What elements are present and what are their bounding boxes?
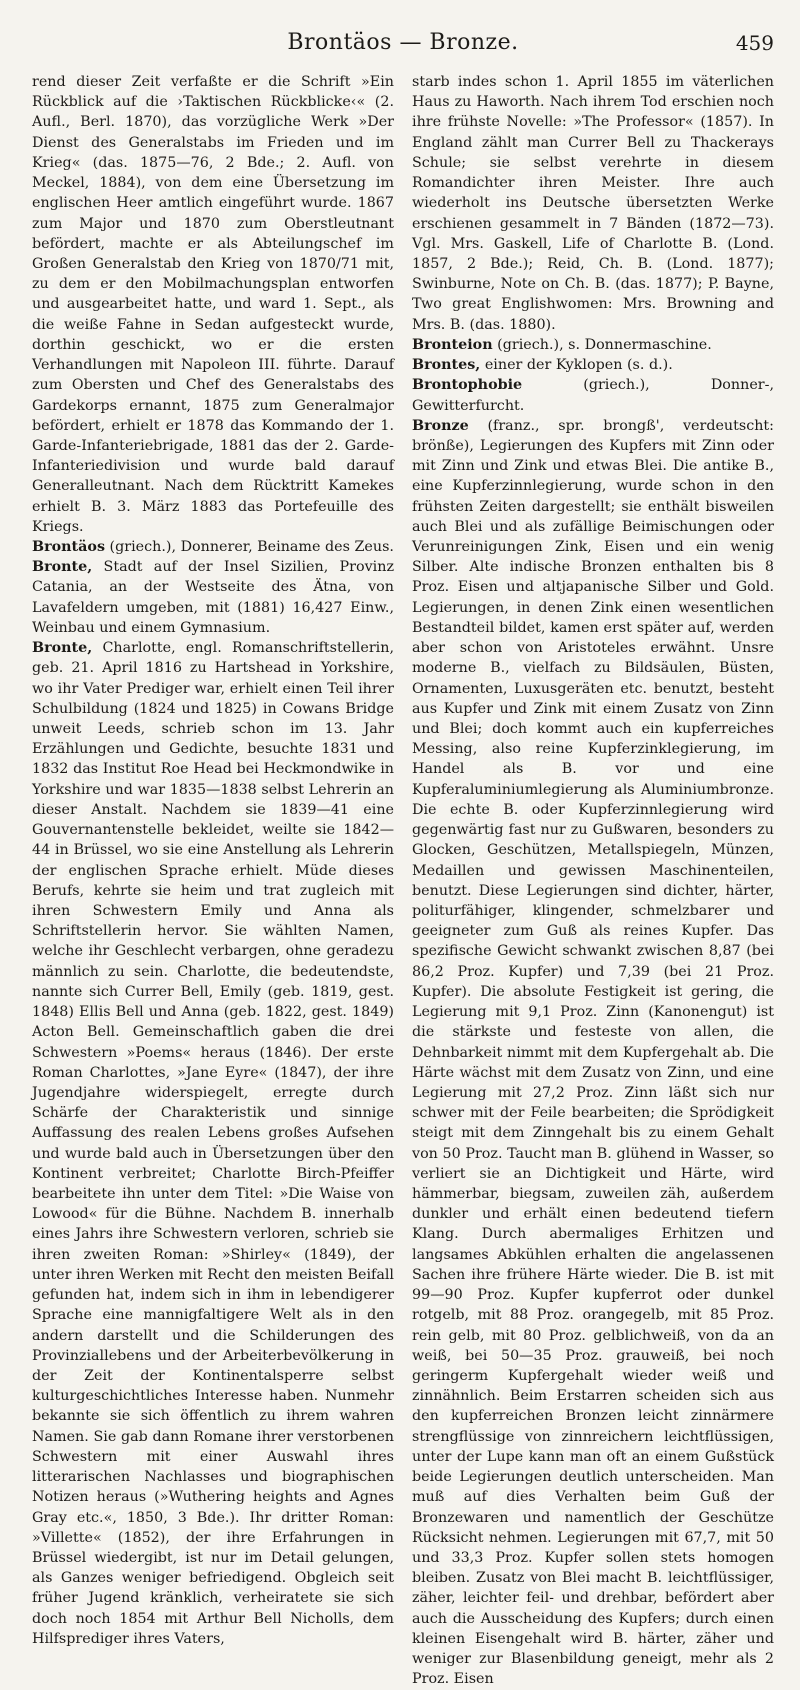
entry-bronteion bbox=[412, 335, 774, 355]
entry-headword: Brontäos bbox=[32, 539, 105, 556]
right-column bbox=[412, 72, 774, 1688]
entry-bronze bbox=[412, 416, 774, 1690]
entry-text: engl. Romanschriftstellerin, geb. 21. April 1816 zu Hartshead in Yorkshire, wo ihr Vater Prediger war, erhielt einen Teil ihrer Schulbildung (1824 und 1825) in Cowans Bridge unweit Leeds, schrieb schon im 13. Jahr Erzählungen und Gedichte, besuchte 1831 und 1832 das Institut Roe Head bei Heckmondwike in Yorkshire und war 1835—1838 selbst Lehrerin an dieser Anstalt. Nachdem sie 1839—41 eine Gouvernantenstelle bekleidet, weilte sie 1842—44 in Brüssel, wo sie eine Anstellung als Lehrerin der englischen Sprache erhielt. Müde dieses Berufs, kehrte sie heim und trat zugleich mit ihren Schwestern Emily und Anna als Schriftstellerin hervor. Sie wählten Namen, welche ihr Geschlecht verbargen, ohne geradezu männlich zu sein. Charlotte, die bedeutendste, nannte sich Currer Bell, Emily (geb. 1819, gest. 1848) Ellis Bell und Anna (geb. 1822, gest. 1849) Acton Bell. Gemeinschaftlich gaben die drei Schwestern »Poems« heraus (1846). Der erste Roman Charlottes, »Jane Eyre« (1847), der ihre Jugendjahre widerspiegelt, erregte durch Schärfe der Charakteristik und sinnige Auffassung des realen Lebens großes Aufsehen und wurde bald auch in Übersetzungen über den Kontinent verbreitet; Charlotte Birch-Pfeiffer bearbeitete ihn unter dem Titel: »Die Waise von Lowood« für die Bühne. Nachdem B. innerhalb eines Jahrs ihre Schwestern verloren, schrieb sie ihren zweiten Roman: »Shirley« (1849), der unter ihren Werken mit Recht den meisten Beifall gefunden hat, indem sich in ihm in lebendigerer Sprache eine mannigfaltigere Welt als in den andern darstellt und die Schilderungen des Provinziallebens und der Arbeiterbevölkerung in der Zeit der Kontinentalsperre selbst kulturgeschichtliches Interesse haben. Nunmehr bekannte sie sich öffentlich zu ihrem wahren Namen. Sie gab dann Romane ihrer verstorbenen Schwestern mit einer Auswahl ihres litterarischen Nachlasses und biographischen Notizen heraus (»Wuthering heights and Agnes Gray etc.«, 1850, 3 Bde.). Ihr dritter Roman: »Villette« (1852), der ihre Erfahrungen in Brüssel wiedergibt, ist nur im Detail gelungen, als Ganzes weniger befriedigend. Obgleich seit früher Jugend kränklich, verheiratete sie sich doch noch 1854 mit Arthur Bell Nicholls, dem Hilfsprediger ihres Vaters, bbox=[32, 640, 394, 1647]
entry-text: (griech.), Donner-, Gewitterfurcht. bbox=[412, 377, 774, 414]
entry-headword: Bronze bbox=[412, 417, 469, 434]
entry-headword: Bronte, bbox=[32, 640, 93, 657]
column-divider bbox=[401, 72, 402, 1262]
entry-text: einer der Kyklopen (s. d.). bbox=[480, 357, 673, 374]
entry-bronte-town bbox=[32, 557, 394, 638]
entry-text: (griech.), Donnerer, Beiname des Zeus. bbox=[105, 539, 394, 556]
page-number: 459 bbox=[735, 31, 774, 55]
entry-person-name: Charlotte, bbox=[92, 640, 176, 657]
entry-headword: Bronteion bbox=[412, 336, 493, 353]
paragraph-charlotte-continued: starb indes schon 1. April 1855 im väterlichen Haus zu Haworth. Nach ihrem Tod erschien noch ihre frühste Novelle: »The Professor« (1857). In England zählt man Currer Bell zu Thackerays Schule; sie selbst verehrte in diesem Romandichter ihren Meister. Ihre auch wiederholt ins Deutsche übersetzten Werke erschienen gesammelt in 7 Bänden (1872—73). Vgl. Mrs. Gaskell, Life of Charlotte B. (Lond. 1857, 2 Bde.); Reid, Ch. B. (Lond. 1877); Swinburne, Note on Ch. B. (das. 1877); P. Bayne, Two great Englishwomen: Mrs. Browning and Mrs. B. (das. 1880). bbox=[412, 74, 774, 333]
entry-brontes bbox=[412, 355, 774, 375]
running-title: Brontäos — Bronze. bbox=[287, 30, 519, 55]
page-header bbox=[32, 20, 774, 64]
entry-brontophobie bbox=[412, 375, 774, 415]
entry-text: Stadt auf der Insel Sizilien, Provinz Catania, an der Westseite des Ätna, von Lavafeldern umgeben, mit (1881) 16,427 Einw., Weinbau und einem Gymnasium. bbox=[32, 559, 394, 636]
entry-headword: Brontes, bbox=[412, 357, 481, 374]
entry-text: (griech.), s. Donnermaschine. bbox=[492, 336, 712, 353]
paragraph-intro: rend dieser Zeit verfaßte er die Schrift »Ein Rückblick auf die ›Taktischen Rückblicke‹« (2. Aufl., Berl. 1870), das vorzügliche Werk »Der Dienst des Generalstabs im Frieden und im Krieg« (das. 1875—76, 2 Bde.; 2. Aufl. von Meckel, 1884), von dem eine Übersetzung im englischen Heer amtlich eingeführt wurde. 1867 zum Major und 1870 zum Oberstleutnant befördert, machte er als Abteilungschef im Großen Generalstab den Krieg von 1870/71 mit, zu dem er den Mobilmachungsplan entworfen und ausgearbeitet hatte, und ward 1. Sept., als die weiße Fahne in Sedan aufgesteckt wurde, dorthin geschickt, wo er die ersten Verhandlungen mit Napoleon III. führte. Darauf zum Obersten und Chef des Generalstabs des Gardekorps ernannt, 1875 zum Generalmajor befördert, erhielt er 1878 das Kommando der 1. Garde-Infanteriebrigade, 1881 das der 2. Garde-Infanteriedivision und wurde bald darauf Generalleutnant. Nach dem Rücktritt Kamekes erhielt B. 3. März 1883 das Portefeuille des Kriegs. bbox=[32, 74, 394, 535]
entry-bronte-charlotte bbox=[32, 638, 394, 1649]
entry-headword: Bronte, bbox=[32, 559, 93, 576]
entry-text: Legierungen des Kupfers mit Zinn oder mit Zinn und Zink und etwas Blei. Die antike B., eine Kupferzinnlegierung, wurde schon in den frühsten Zeiten dargestellt; sie enthält bisweilen auch Blei und als zufällige Beimischungen oder Verunreinigungen Zink, Eisen und ein wenig Silber. Alte indische Bronzen enthalten bis 8 Proz. Eisen und altjapanische Silber und Gold. Legierungen, in denen Zink einen wesentlichen Bestandteil bildet, kamen erst später auf, werden aber schon von Aristoteles erwähnt. Unsre moderne B., vielfach zu Bildsäulen, Büsten, Ornamenten, Luxusgeräten etc. benutzt, besteht aus Kupfer und Zink mit einem Zusatz von Zinn und Blei; doch kommt auch ein kupferreiches Messing, also reine Kupferzinklegierung, im Handel als B. vor und eine Kupferaluminiumlegierung als Aluminiumbronze. Die echte B. oder Kupferzinnlegierung wird gegenwärtig fast nur zu Gußwaren, besonders zu Glocken, Geschützen, Metallspiegeln, Münzen, Medaillen und gewissen Maschinenteilen, benutzt. Diese Legierungen sind dichter, härter, politurfähiger, klingender, schmelzbarer und geeigneter zum Guß als reines Kupfer. Das spezifische Gewicht schwankt zwischen 8,87 (bei 86,2 Proz. Kupfer) und 7,39 (bei 21 Proz. Kupfer). Die absolute Festigkeit ist gering, die Legierung mit 9,1 Proz. Zinn (Kanonengut) ist die stärkste und festeste von allen, die Dehnbarkeit nimmt mit dem Kupfergehalt ab. Die Härte wächst mit dem Zusatz von Zinn, und eine Legierung mit 27,2 Proz. Zinn läßt sich nur schwer mit der Feile bearbeiten; die Sprödigkeit steigt mit dem Zinngehalt bis zu einem Gehalt von 50 Proz. Taucht man B. glühend in Wasser, so verliert sie an Dichtigkeit und Härte, wird hämmerbar, biegsam, zuweilen zäh, außerdem dunkler und erhält einen bedeutend tiefern Klang. Durch abermaliges Erhitzen und langsames Abkühlen erhalten die angelassenen Sachen ihre frühere Härte wieder. Die B. ist mit 99—90 Proz. Kupfer kupferrot oder dunkel rotgelb, mit 88 Proz. orangegelb, mit 85 Proz. rein gelb, mit 80 Proz. gelblichweiß, von da an weiß, bei 50—35 Proz. grauweiß, bei noch geringerm Kupfergehalt wieder weiß und zinnähnlich. Beim Erstarren scheiden sich aus den kupferreichen Bronzen leicht zinnärmere strengflüssige von zinnreichern leichtflüssigen, unter der Lupe kann man oft an einem Gußstück beide Legierungen deutlich unterscheiden. Man muß auf dies Verhalten beim Guß der Bronzewaren und namentlich der Geschütze Rücksicht nehmen. Legierungen mit 67,7, mit 50 und 33,3 Proz. Kupfer sollen stets homogen bleiben. Zusatz von Blei macht B. leichtflüssiger, zäher, leichter feil- und drehbar, befördert aber auch die Ausscheidung des Kupfers; durch einen kleinen Eisengehalt wird B. härter, zäher und weniger zur Blasenbildung geneigt, mehr als 2 Proz. Eisen bbox=[412, 437, 774, 1688]
entry-headword: Brontophobie bbox=[412, 377, 523, 394]
entry-pronunciation: (franz., spr. brongß', verdeutscht: brönße), bbox=[412, 417, 774, 454]
entry-brontaeos bbox=[32, 537, 394, 557]
left-column bbox=[32, 72, 394, 1647]
